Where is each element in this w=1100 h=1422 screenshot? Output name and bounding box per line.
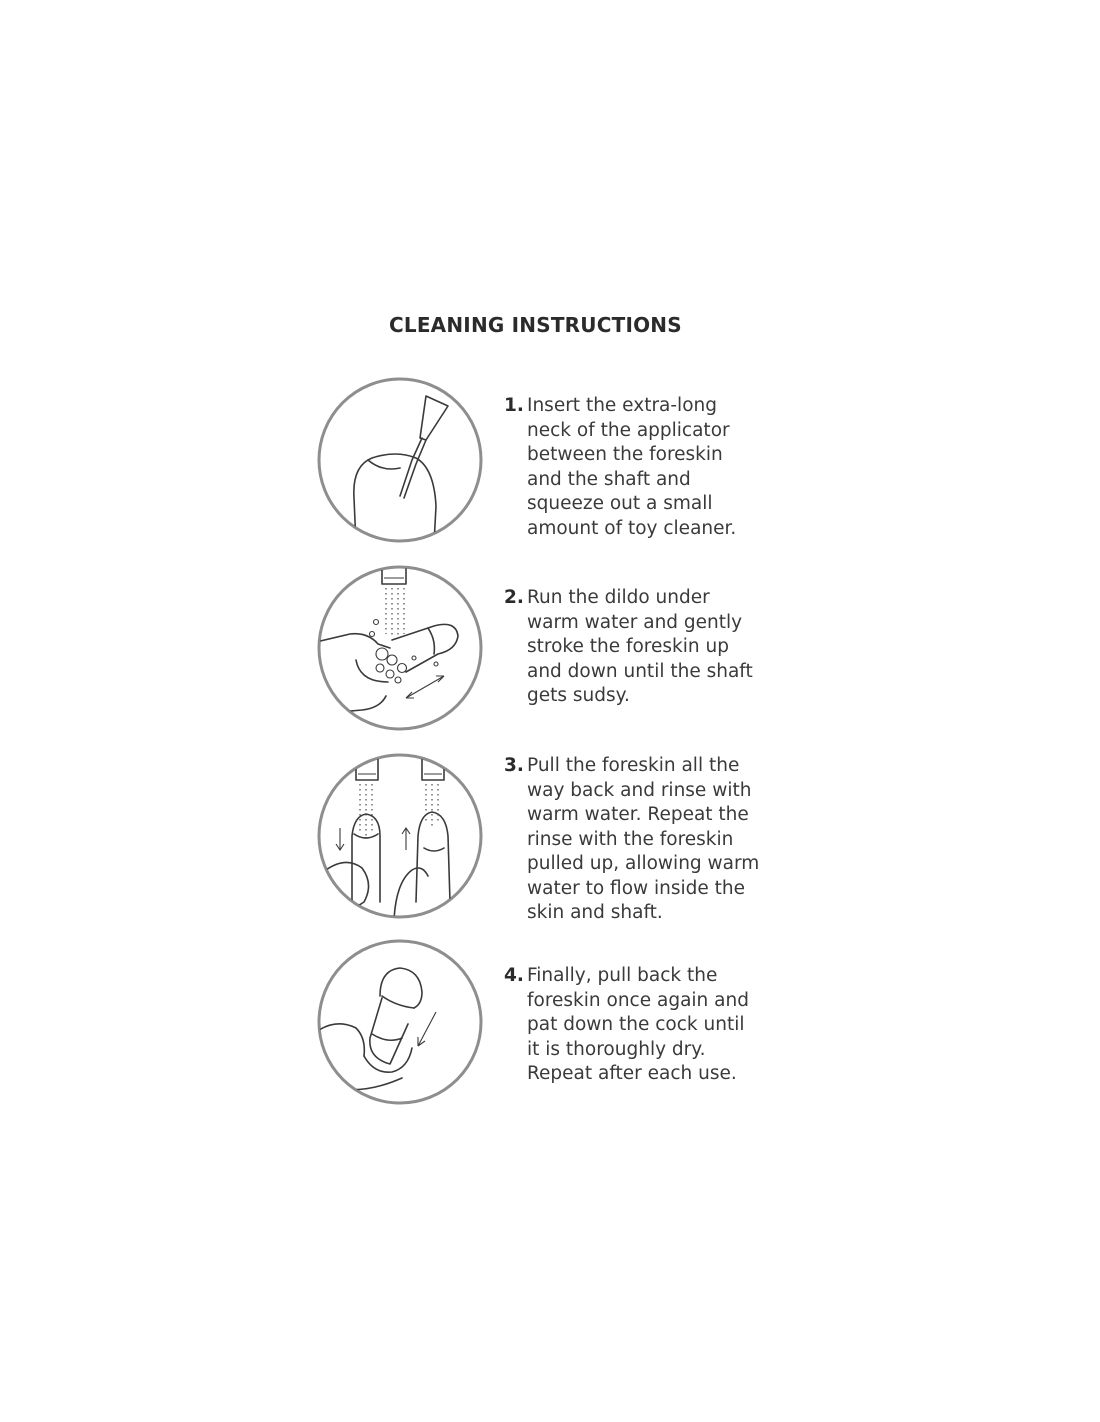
step-2-text [504,586,794,709]
step-3-text [504,754,794,926]
rinsing-icon [316,752,484,920]
washing-icon [316,564,484,732]
step-4-number: 4. [504,965,524,986]
step-2-body: Run the dildo under warm water and gently stroke the foreskin up and down until the shaft gets sudsy. [527,587,753,706]
step-4-text [504,964,794,1087]
step-2-number: 2. [504,587,524,608]
step-4-body: Finally, pull back the foreskin once again and pat down the cock until it is thoroughly dry. Repeat after each use. [527,965,749,1084]
step-1-number: 1. [504,395,524,416]
page-title: CLEANING INSTRUCTIONS [389,313,682,337]
step-1-text [504,394,794,541]
applicator-icon [316,376,484,544]
step-3-body: Pull the foreskin all the way back and rinse with warm water. Repeat the rinse with the foreskin pulled up, allowing warm water to flow inside the skin and shaft. [527,755,760,923]
drying-icon [316,938,484,1106]
step-1-body: Insert the extra-long neck of the applicator between the foreskin and the shaft and squeeze out a small amount of toy cleaner. [527,395,737,539]
step-3-number: 3. [504,755,524,776]
